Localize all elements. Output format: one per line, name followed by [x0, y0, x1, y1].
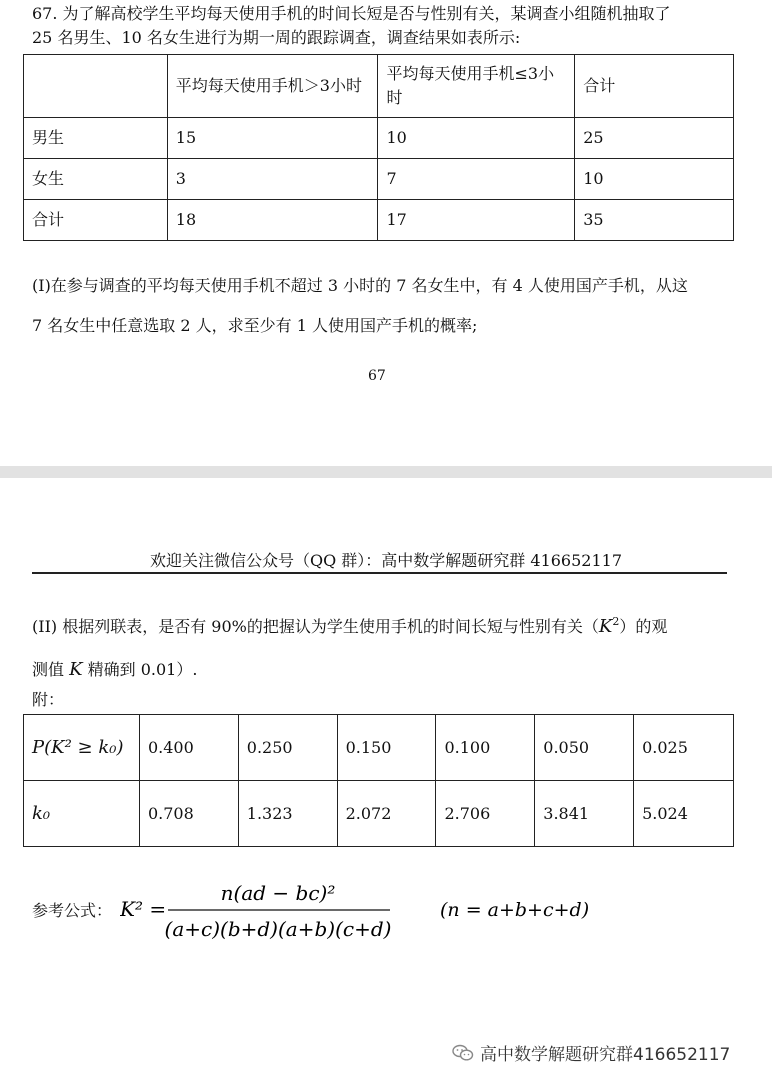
table-cell: 女生 — [24, 159, 168, 200]
table-row — [24, 159, 734, 200]
part2-line2-text: 测值 — [32, 660, 70, 679]
table-header-cell: 合计 — [575, 55, 734, 118]
table-cell: 0.100 — [436, 715, 535, 781]
wechat-icon — [452, 1044, 474, 1067]
table-cell: 3.841 — [535, 781, 634, 847]
part1-line2: 7 名女生中任意选取 2 人，求至少有 1 人使用国产手机的概率; — [32, 316, 478, 335]
survey-table — [23, 54, 734, 241]
table-cell: 1.323 — [238, 781, 337, 847]
page-header: 欢迎关注微信公众号（QQ 群）：高中数学解题研究群 416652117 — [149, 551, 623, 570]
k-variable: K — [69, 659, 83, 680]
page-separator — [0, 466, 772, 478]
table-header-cell: 平均每天使用手机＞3小时 — [167, 55, 378, 118]
table-cell: 0.050 — [535, 715, 634, 781]
table-row — [24, 781, 734, 847]
table-cell: 5.024 — [634, 781, 734, 847]
header-rule — [32, 572, 727, 574]
table-header-cell — [24, 55, 168, 118]
critical-value-table — [23, 714, 734, 847]
table-cell: 0.708 — [139, 781, 238, 847]
table-cell: 2.072 — [337, 781, 436, 847]
appendix-label: 附： — [32, 690, 65, 709]
part2-line1-tail: ）的观 — [619, 617, 668, 636]
watermark-text: 高中数学解题研究群416652117 — [480, 1045, 731, 1065]
question-intro-line1: 67. 为了解高校学生平均每天使用手机的时间长短是否与性别有关，某调查小组随机抽取了 — [32, 4, 671, 23]
table-cell: 0.400 — [139, 715, 238, 781]
formula-denominator: (a+c)(b+d)(a+b)(c+d) — [164, 917, 392, 941]
formula-label: 参考公式： — [32, 901, 113, 920]
table-cell: 0.025 — [634, 715, 734, 781]
table-row — [24, 118, 734, 159]
table-cell: 3 — [167, 159, 378, 200]
watermark — [452, 1040, 730, 1067]
table-cell: 15 — [167, 118, 378, 159]
page-number: 67 — [368, 368, 386, 384]
table-cell: 18 — [167, 200, 378, 241]
question-intro-line2: 25 名男生、10 名女生进行为期一周的跟踪调查，调查结果如表所示: — [32, 28, 521, 47]
table-cell: 17 — [378, 200, 575, 241]
table-cell: 男生 — [24, 118, 168, 159]
probability-label: P(K² ≥ k₀) — [24, 715, 140, 781]
table-header-row — [24, 55, 734, 118]
formula-numerator: n(ad − bc)² — [220, 881, 336, 905]
table-cell: 合计 — [24, 200, 168, 241]
table-row — [24, 715, 734, 781]
table-cell: 7 — [378, 159, 575, 200]
table-header-cell: 平均每天使用手机≤3小时 — [378, 55, 575, 118]
table-cell: 2.706 — [436, 781, 535, 847]
table-cell: 10 — [575, 159, 734, 200]
table-cell: 10 — [378, 118, 575, 159]
formula-lhs: K² = — [120, 897, 167, 921]
part2-line2 — [32, 658, 197, 682]
table-cell: 25 — [575, 118, 734, 159]
chi-square-formula — [120, 862, 600, 952]
part2-line1-text: (II) 根据列联表，是否有 90%的把握认为学生使用手机的时间长短与性别有关（ — [32, 617, 599, 636]
table-cell: 0.150 — [337, 715, 436, 781]
part2-line2-tail: 精确到 0.01）. — [82, 660, 198, 679]
table-cell: 35 — [575, 200, 734, 241]
part1-line1: (I)在参与调查的平均每天使用手机不超过 3 小时的 7 名女生中，有 4 人使用国产手机，从这 — [32, 276, 688, 295]
table-row — [24, 200, 734, 241]
table-cell: 0.250 — [238, 715, 337, 781]
formula-note: (n = a+b+c+d) — [440, 899, 590, 921]
k-squared-symbol: $K^2$ — [598, 615, 620, 637]
k0-label: k₀ — [24, 781, 140, 847]
part2-line1 — [32, 610, 667, 639]
